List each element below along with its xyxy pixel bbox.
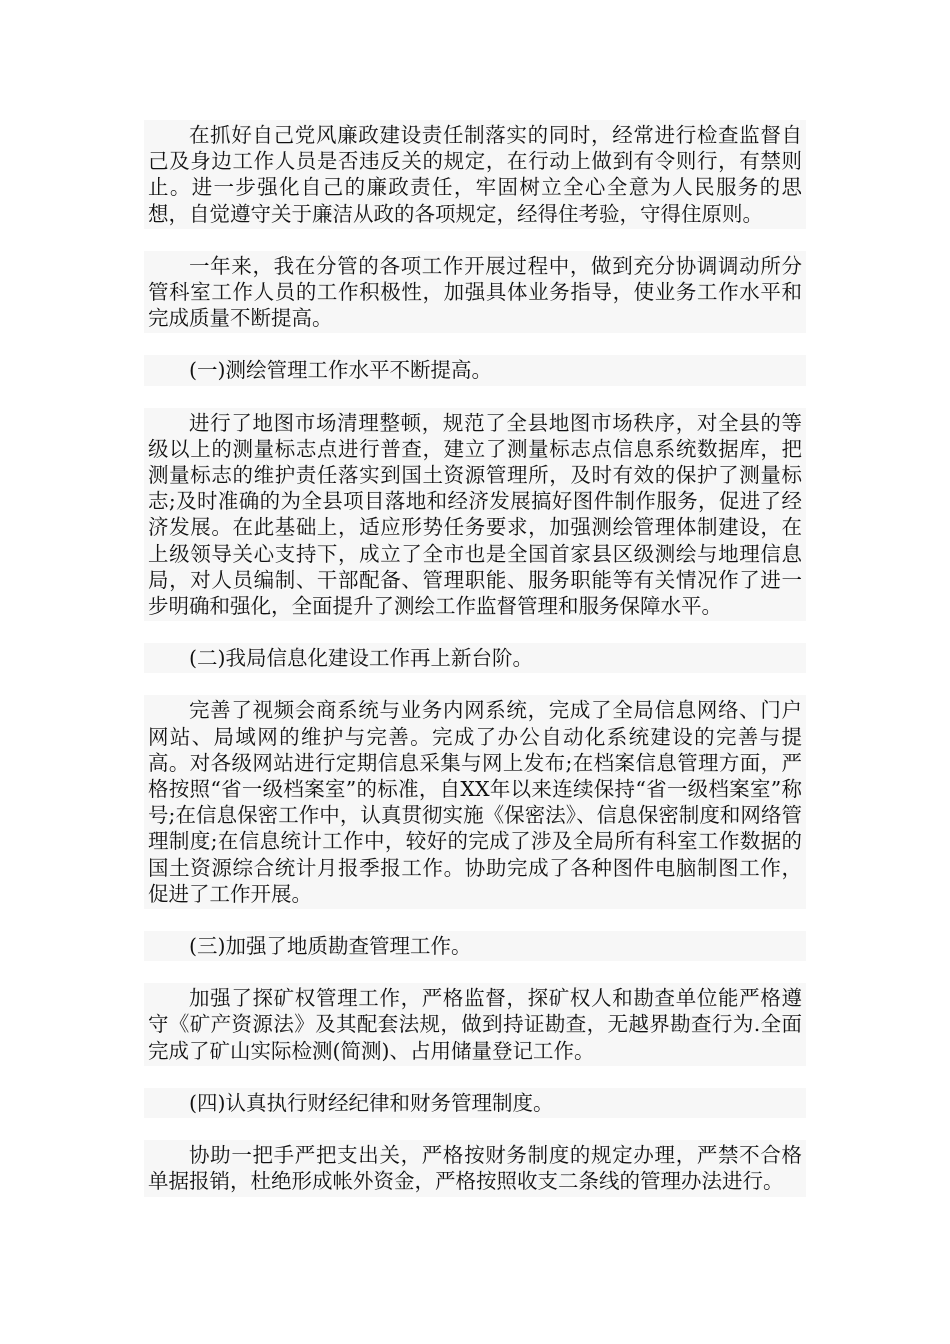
section-heading-geological-survey: (三)加强了地质勘查管理工作。 (144, 931, 806, 961)
paragraph-surveying-details: 进行了地图市场清理整顿，规范了全县地图市场秩序，对全县的等级以上的测量标志点进行普查，建立了测量标志点信息系统数据库，把测量标志的维护责任落实到国土资源管理所，及时有效的保护了测量标志;及时准确的为全县项目落地和经济发展搞好图件制作服务，促进了经济发展。在此基础上，适应形势任务要求，加强测绘管理体制建设，在上级领导关心支持下，成立了全市也是全国首家县区级测绘与地理信息局，对人员编制、干部配备、管理职能、服务职能等有关情况作了进一步明确和强化，全面提升了测绘工作监督管理和服务保障水平。 (144, 408, 806, 622)
paragraph-informatization-details: 完善了视频会商系统与业务内网系统，完成了全局信息网络、门户网站、局域网的维护与完善。完成了办公自动化系统建设的完善与提高。对各级网站进行定期信息采集与网上发布;在档案信息管理方面，严格按照“省一级档案室”的标准，自XX年以来连续保持“省一级档案室”称号;在信息保密工作中，认真贯彻实施《保密法》、信息保密制度和网络管理制度;在信息统计工作中，较好的完成了涉及全局所有科室工作数据的国土资源综合统计月报季报工作。协助完成了各种图件电脑制图工作，促进了工作开展。 (144, 695, 806, 909)
section-heading-informatization: (二)我局信息化建设工作再上新台阶。 (144, 643, 806, 673)
paragraph-geological-survey-details: 加强了探矿权管理工作，严格监督，探矿权人和勘查单位能严格遵守《矿产资源法》及其配套法规，做到持证勘查，无越界勘查行为.全面完成了矿山实际检测(简测)、占用储量登记工作。 (144, 983, 806, 1066)
paragraph-annual-overview: 一年来，我在分管的各项工作开展过程中，做到充分协调调动所分管科室工作人员的工作积极性，加强具体业务指导，使业务工作水平和完成质量不断提高。 (144, 251, 806, 334)
document-body (144, 120, 806, 1219)
section-heading-surveying: (一)测绘管理工作水平不断提高。 (144, 355, 806, 385)
paragraph-finance-details: 协助一把手严把支出关，严格按财务制度的规定办理，严禁不合格单据报销，杜绝形成帐外资金，严格按照收支二条线的管理办法进行。 (144, 1140, 806, 1196)
paragraph-integrity-duty: 在抓好自己党风廉政建设责任制落实的同时，经常进行检查监督自己及身边工作人员是否违反关的规定，在行动上做到有令则行，有禁则止。进一步强化自己的廉政责任，牢固树立全心全意为人民服务的思想，自觉遵守关于廉洁从政的各项规定，经得住考验，守得住原则。 (144, 120, 806, 229)
section-heading-finance: (四)认真执行财经纪律和财务管理制度。 (144, 1088, 806, 1118)
